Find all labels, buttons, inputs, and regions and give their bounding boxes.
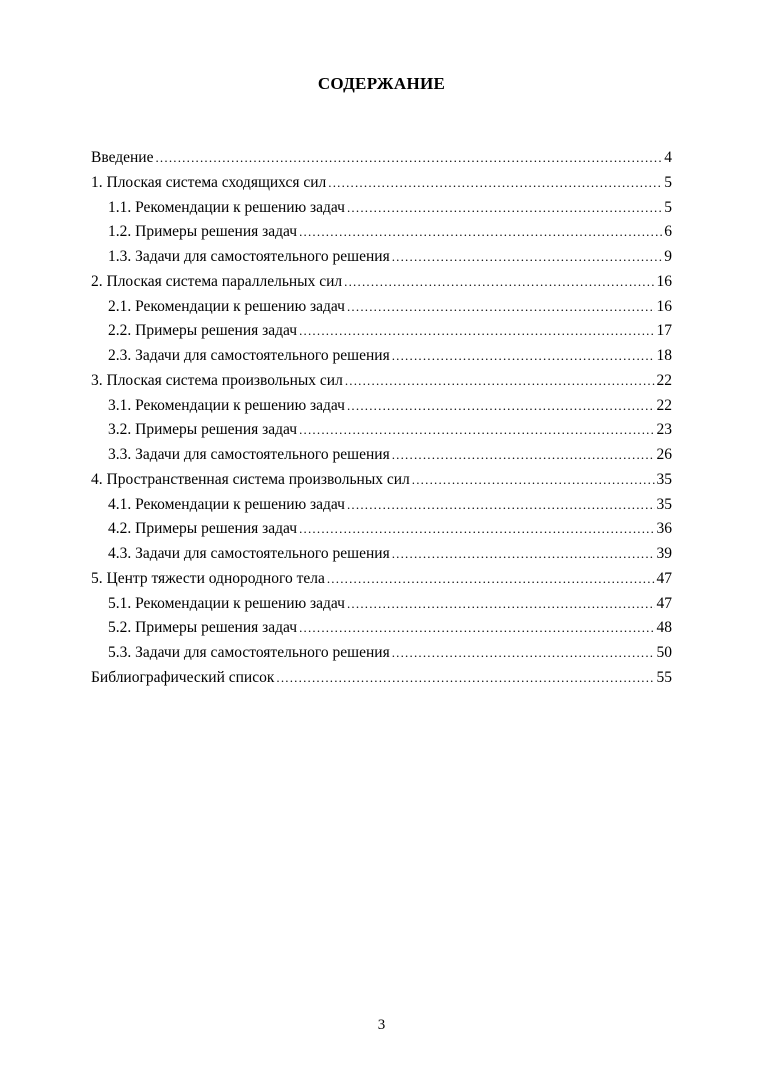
toc-dot-leader [392,443,655,468]
toc-dot-leader [412,468,655,493]
toc-entry-page: 55 [656,668,672,686]
toc-entry [91,666,672,691]
toc-entry-page: 16 [656,272,672,290]
toc-entry-page: 22 [656,396,672,414]
toc-dot-leader [347,493,655,518]
toc-dot-leader [327,567,655,592]
toc-entry-page: 6 [664,223,672,241]
toc-entry-title: 4.3. Задачи для самостоятельного решения [108,545,390,562]
page-number: 3 [377,1017,386,1033]
toc-entry [91,295,672,320]
toc-entry-title: 4. Пространственная система произвольных сил [91,470,410,488]
toc-entry-title: 2.3. Задачи для самостоятельного решения [108,347,390,364]
toc-entry-title: 2.1. Рекомендации к решению задач [108,297,345,315]
toc-entry [91,146,672,171]
toc-entry-page: 5 [664,173,672,191]
toc-entry [91,394,672,419]
toc-entry-page: 47 [656,594,672,612]
table-of-contents [91,146,672,691]
toc-entry-title: 4.1. Рекомендации к решению задач [108,495,345,513]
toc-dot-leader [347,196,662,221]
toc-dot-leader [299,319,654,344]
toc-dot-leader [347,592,655,617]
toc-entry-page: 26 [656,446,672,463]
toc-entry-page: 18 [656,347,672,364]
toc-dot-leader [328,171,662,196]
toc-dot-leader [345,369,655,394]
toc-entry-page: 9 [664,248,672,265]
toc-dot-leader [155,146,662,171]
toc-entry [91,443,672,468]
toc-entry-title: 4.2. Примеры решения задач [108,520,298,538]
toc-entry-page: 47 [656,569,672,587]
toc-entry [91,245,672,270]
toc-entry [91,196,672,221]
toc-entry-page: 35 [656,495,672,513]
toc-entry-page: 22 [656,371,672,389]
toc-dot-leader [299,418,654,443]
toc-entry-page: 4 [664,149,672,166]
toc-entry-title: Библиографический список [91,668,275,686]
toc-dot-leader [347,295,655,320]
toc-entry-page: 35 [656,470,672,488]
toc-entry-title: 3. Плоская система произвольных сил [91,371,343,389]
toc-entry-title: 1.1. Рекомендации к решению задач [108,198,345,216]
toc-dot-leader [344,270,654,295]
toc-entry-page: 36 [656,520,672,538]
toc-entry [91,319,672,344]
toc-entry [91,641,672,666]
toc-entry [91,517,672,542]
toc-entry [91,592,672,617]
toc-entry [91,493,672,518]
toc-entry-title: 1.3. Задачи для самостоятельного решения [108,248,390,265]
toc-entry-title: Введение [91,149,154,166]
toc-entry [91,468,672,493]
toc-entry-page: 50 [656,644,672,661]
toc-entry [91,270,672,295]
toc-entry-page: 23 [656,421,672,439]
toc-dot-leader [299,616,654,641]
toc-dot-leader [347,394,655,419]
toc-entry [91,418,672,443]
toc-entry-title: 5.1. Рекомендации к решению задач [108,594,345,612]
toc-dot-leader [392,344,655,369]
toc-entry-title: 3.1. Рекомендации к решению задач [108,396,345,414]
toc-entry-page: 16 [656,297,672,315]
page-title: СОДЕРЖАНИЕ [317,74,446,93]
toc-entry-page: 39 [656,545,672,562]
toc-entry-title: 3.3. Задачи для самостоятельного решения [108,446,390,463]
toc-entry [91,542,672,567]
toc-entry-title: 5.2. Примеры решения задач [108,619,298,637]
toc-entry [91,171,672,196]
toc-entry-title: 2. Плоская система параллельных сил [91,272,343,290]
toc-entry [91,616,672,641]
toc-entry [91,220,672,245]
toc-dot-leader [299,517,654,542]
toc-entry-page: 48 [656,619,672,637]
toc-entry-page: 5 [664,198,672,216]
toc-entry-title: 2.2. Примеры решения задач [108,322,298,340]
toc-entry [91,369,672,394]
toc-entry-title: 3.2. Примеры решения задач [108,421,298,439]
toc-dot-leader [392,542,655,567]
toc-entry-title: 1.2. Примеры решения задач [108,223,298,241]
toc-entry-title: 5. Центр тяжести однородного тела [91,569,325,587]
toc-entry-title: 5.3. Задачи для самостоятельного решения [108,644,390,661]
toc-entry [91,567,672,592]
toc-dot-leader [392,641,655,666]
toc-dot-leader [276,666,654,691]
toc-entry-page: 17 [656,322,672,340]
toc-dot-leader [299,220,662,245]
toc-dot-leader [392,245,663,270]
toc-entry-title: 1. Плоская система сходящихся сил [91,173,327,191]
toc-entry [91,344,672,369]
